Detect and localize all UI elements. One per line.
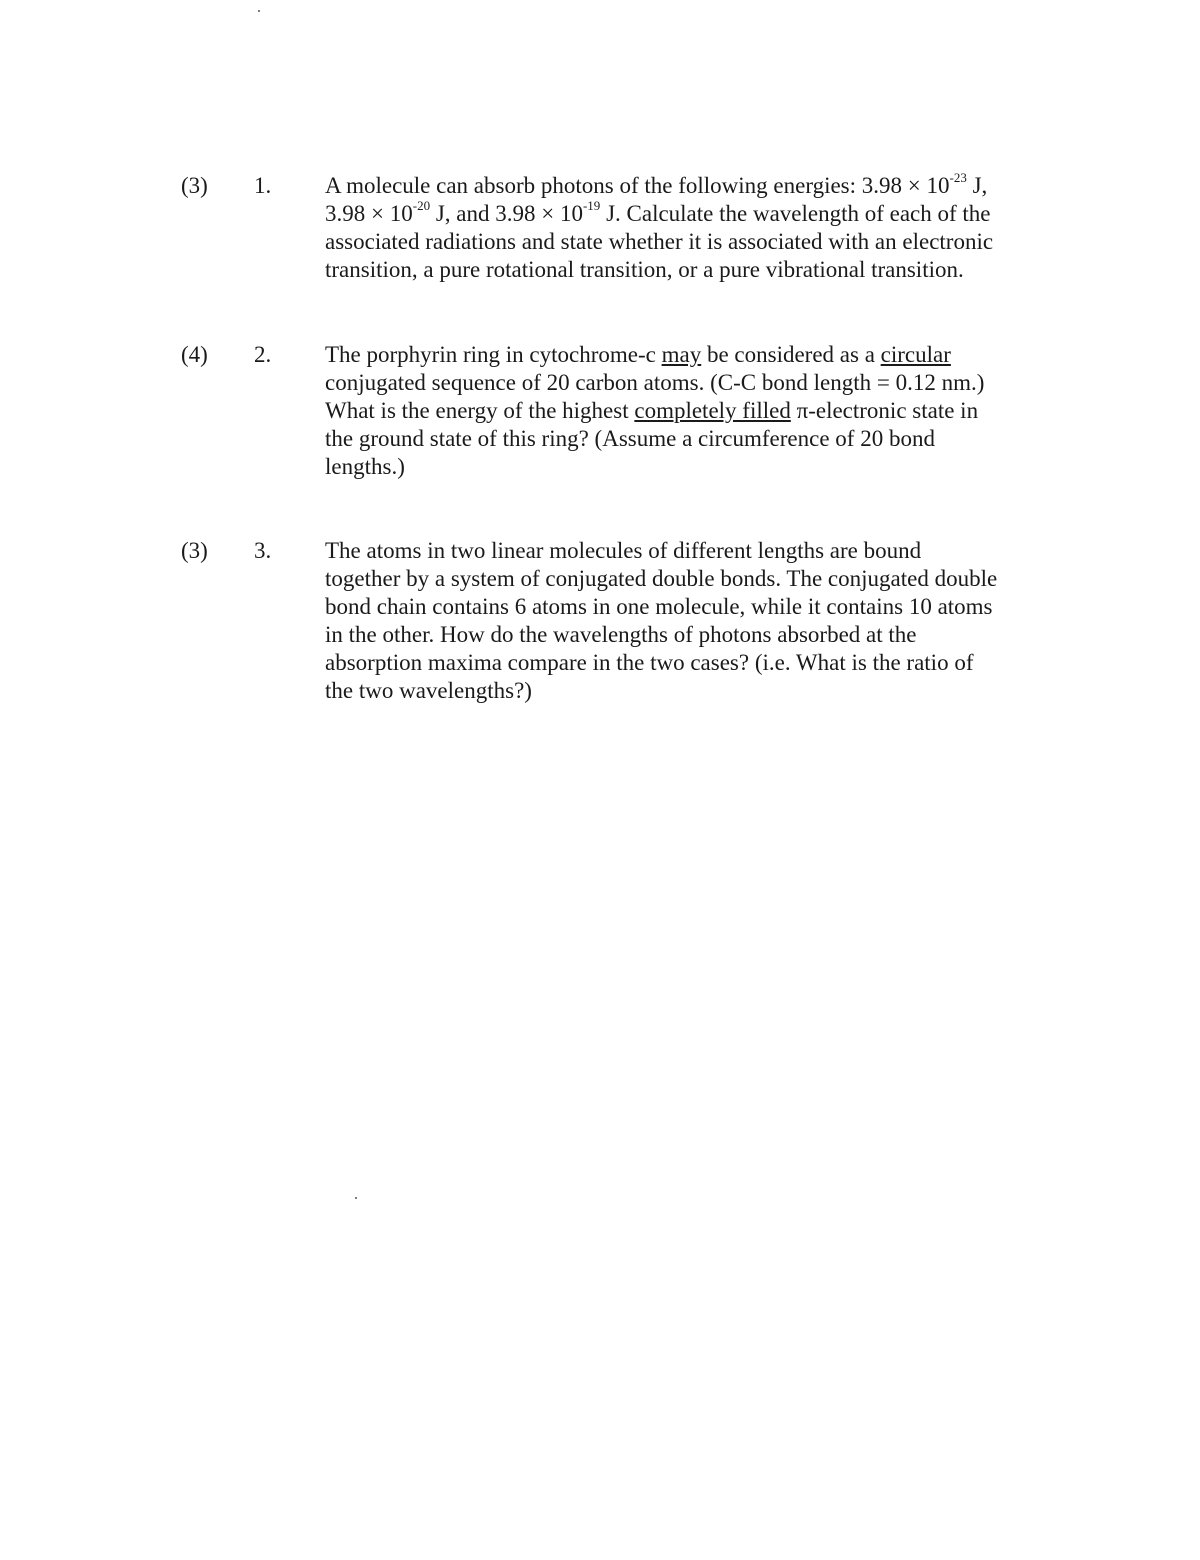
problem-number: 2. — [254, 342, 272, 367]
text-line: bond chain contains 6 atoms in one molecule, while it contains 10 atoms — [325, 594, 993, 619]
scan-speck — [355, 1197, 357, 1199]
text-line: lengths.) — [325, 454, 405, 479]
problem-points: (3) — [181, 538, 208, 563]
text-line: the ground state of this ring? (Assume a circumference of 20 bond — [325, 426, 935, 451]
underlined-word: may — [661, 342, 702, 367]
text-line: $3.98 \times 10^{-20}$ J, and $3.98 \times 10^{-19}$ J. Calculate the wavelength of each of the — [325, 198, 991, 226]
problem-points: (4) — [181, 342, 208, 367]
text-line: transition, a pure rotational transition, or a pure vibrational transition. — [325, 257, 964, 282]
text-line: What is the energy of the highest completely filled π-electronic state in — [325, 398, 979, 423]
problem-text — [325, 341, 1045, 481]
text-line: conjugated sequence of 20 carbon atoms. (C-C bond length = 0.12 nm.) — [325, 370, 985, 395]
underlined-word: circular — [880, 342, 951, 367]
text-line: absorption maxima compare in the two cases? (i.e. What is the ratio of — [325, 650, 974, 675]
problem-text — [325, 172, 1045, 284]
problem-points: (3) — [181, 173, 208, 198]
text-line: together by a system of conjugated double bonds. The conjugated double — [325, 566, 998, 591]
text-line: in the other. How do the wavelengths of photons absorbed at the — [325, 622, 917, 647]
underlined-phrase: completely filled — [634, 398, 791, 423]
text-line: The porphyrin ring in cytochrome-c may be considered as a circular — [325, 342, 951, 367]
problem-number: 3. — [254, 538, 272, 563]
problem-text — [325, 537, 1045, 705]
scan-speck — [258, 10, 260, 12]
text-line: associated radiations and state whether it is associated with an electronic — [325, 229, 994, 254]
text-line: the two wavelengths?) — [325, 678, 532, 703]
text-line: The atoms in two linear molecules of different lengths are bound — [325, 538, 922, 563]
problem-number: 1. — [254, 173, 272, 198]
text-line: A molecule can absorb photons of the following energies: $3.98 \times 10^{-23}$ J, — [325, 170, 988, 198]
